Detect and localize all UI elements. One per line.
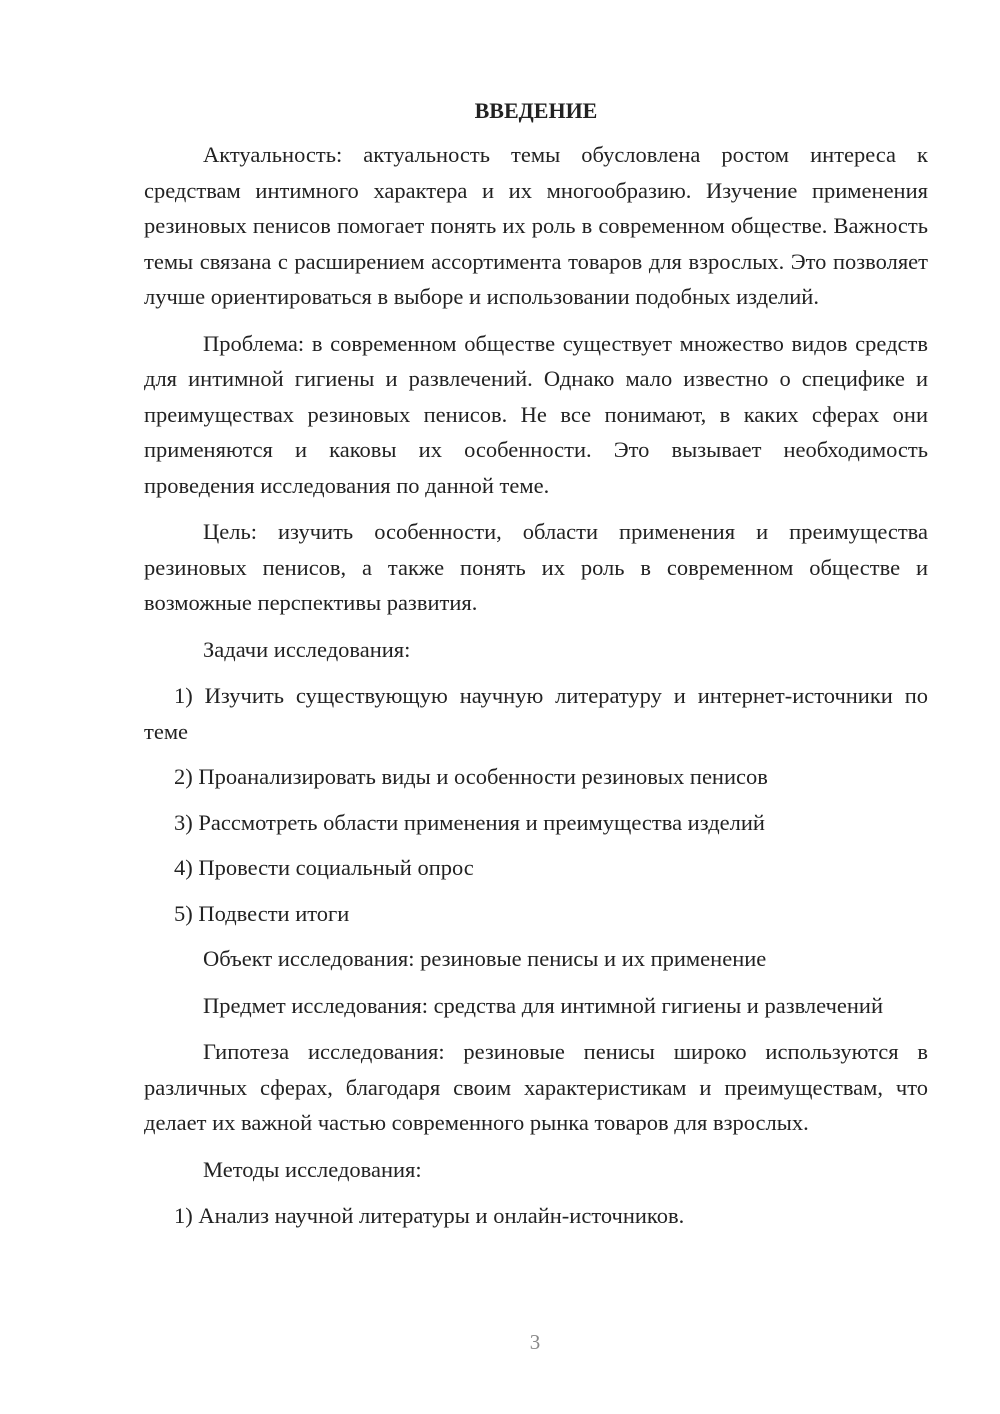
task-item-3: 3) Рассмотреть области применения и преимущества изделий — [174, 809, 765, 835]
problem-paragraph: Проблема: в современном обществе существует множество видов средств для интимной гигиены и развлечений. Однако мало известно о специфике и преимуществах резиновых пенисов. Не все понимают, в каких сферах они применяются и каковы их особенности. Это вызывает необходимость проведения исследования по данной теме. — [144, 330, 928, 498]
subject-paragraph: Предмет исследования: средства для интимной гигиены и развлечений — [203, 992, 884, 1018]
task-item-1: 1) Изучить существующую научную литературу и интернет-источники по теме — [144, 683, 928, 744]
hypothesis-paragraph: Гипотеза исследования: резиновые пенисы широко используются в различных сферах, благодаря своим характеристикам и преимуществам, что делает их важной частью современного рынка товаров для взрослых. — [144, 1039, 928, 1135]
object-paragraph: Объект исследования: резиновые пенисы и их применение — [203, 946, 767, 971]
methods-title: Методы исследования: — [203, 1156, 422, 1182]
goal-paragraph: Цель: изучить особенности, области применения и преимущества резиновых пенисов, а также понять их роль в современном обществе и возможные перспективы развития. — [144, 519, 928, 615]
task-item-4: 4) Провести социальный опрос — [174, 855, 474, 880]
page-number: 3 — [529, 1330, 541, 1354]
section-heading: ВВЕДЕНИЕ — [474, 98, 598, 123]
relevance-paragraph: Актуальность: актуальность темы обусловлена ростом интереса к средствам интимного характера и их многообразию. Изучение применения резиновых пенисов помогает понять их роль в современном обществе. Важность темы связана с расширением ассортимента товаров для взрослых. Это позволяет лучше ориентироваться в выборе и использовании подобных изделий. — [144, 142, 928, 309]
task-item-2: 2) Проанализировать виды и особенности резиновых пенисов — [174, 764, 768, 789]
method-item-1: 1) Анализ научной литературы и онлайн-источников. — [174, 1203, 685, 1228]
document-page — [144, 96, 928, 1244]
task-item-5: 5) Подвести итоги — [174, 900, 350, 926]
tasks-title: Задачи исследования: — [203, 636, 411, 662]
